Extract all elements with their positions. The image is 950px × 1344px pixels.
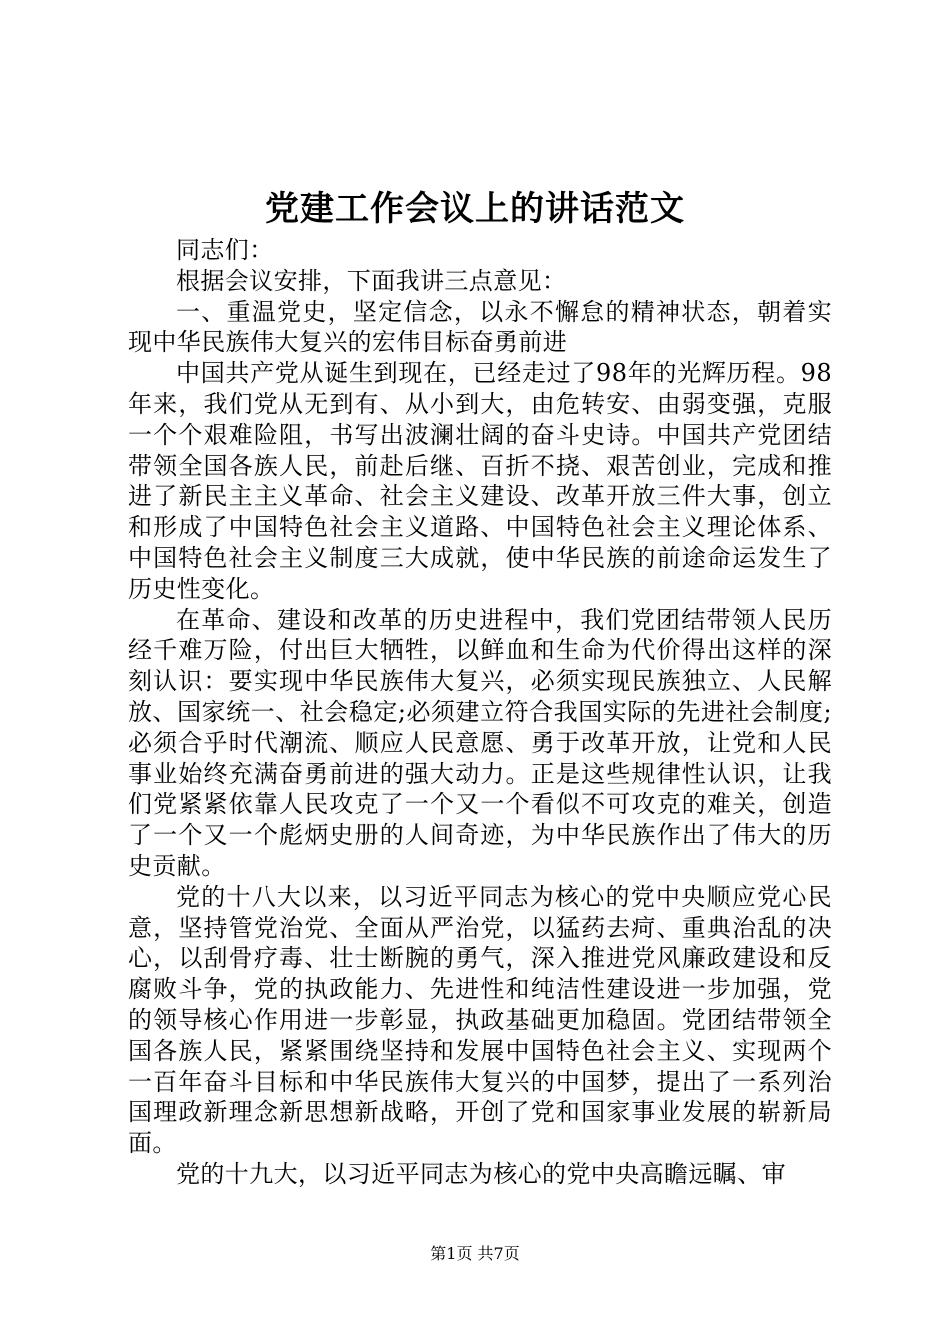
paragraph-heading-one: 一、重温党史，坚定信念，以永不懈怠的精神状态，朝着实现中华民族伟大复兴的宏伟目标奋勇前进 — [128, 297, 832, 357]
document-body — [128, 235, 832, 1190]
paragraph-revolution: 在革命、建设和改革的历史进程中，我们党团结带领人民历经千难万险，付出巨大牺牲，以鲜血和生命为代价得出这样的深刻认识：要实现中华民族伟大复兴，必须实现民族独立、人民解放、国家统一、社会稳定;必须建立符合我国实际的先进社会制度;必须合乎时代潮流、顺应人民意愿、勇于改革开放，让党和人民事业始终充满奋勇前进的强大动力。正是这些规律性认识，让我们党紧紧依靠人民攻克了一个又一个看似不可攻克的难关，创造了一个又一个彪炳史册的人间奇迹，为中华民族作出了伟大的历史贡献。 — [128, 605, 832, 880]
paragraph-eighteenth-congress: 党的十八大以来，以习近平同志为核心的党中央顺应党心民意，坚持管党治党、全面从严治党，以猛药去疴、重典治乱的决心，以刮骨疗毒、壮士断腕的勇气，深入推进党风廉政建设和反腐败斗争，党的执政能力、先进性和纯洁性建设进一步加强，党的领导核心作用进一步彰显，执政基础更加稳固。党团结带领全国各族人民，紧紧围绕坚持和发展中国特色社会主义、实现两个一百年奋斗目标和中华民族伟大复兴的中国梦，提出了一系列治国理政新理念新思想新战略，开创了党和国家事业发展的崭新局面。 — [128, 882, 832, 1158]
page-number-footer: 第1页 共7页 — [430, 1244, 520, 1263]
paragraph-nineteenth-congress: 党的十九大，以习近平同志为核心的党中央高瞻远瞩、审 — [176, 1159, 786, 1188]
paragraph-intro: 根据会议安排，下面我讲三点意见： — [176, 266, 567, 295]
document-title: 党建工作会议上的讲话范文 — [265, 189, 685, 229]
paragraph-salutation: 同志们： — [176, 236, 274, 264]
paragraph-history: 中国共产党从诞生到现在，已经走过了98年的光辉历程。98年来，我们党从无到有、从小到大，由危转安、由弱变强，克服一个个艰难险阻，书写出波澜壮阔的奋斗史诗。中国共产党团结带领全国各族人民，前赴后继、百折不挠、艰苦创业，完成和推进了新民主主义革命、社会主义建设、改革开放三件大事，创立和形成了中国特色社会主义道路、中国特色社会主义理论体系、中国特色社会主义制度三大成就，使中华民族的前途命运发生了历史性变化。 — [128, 359, 832, 603]
